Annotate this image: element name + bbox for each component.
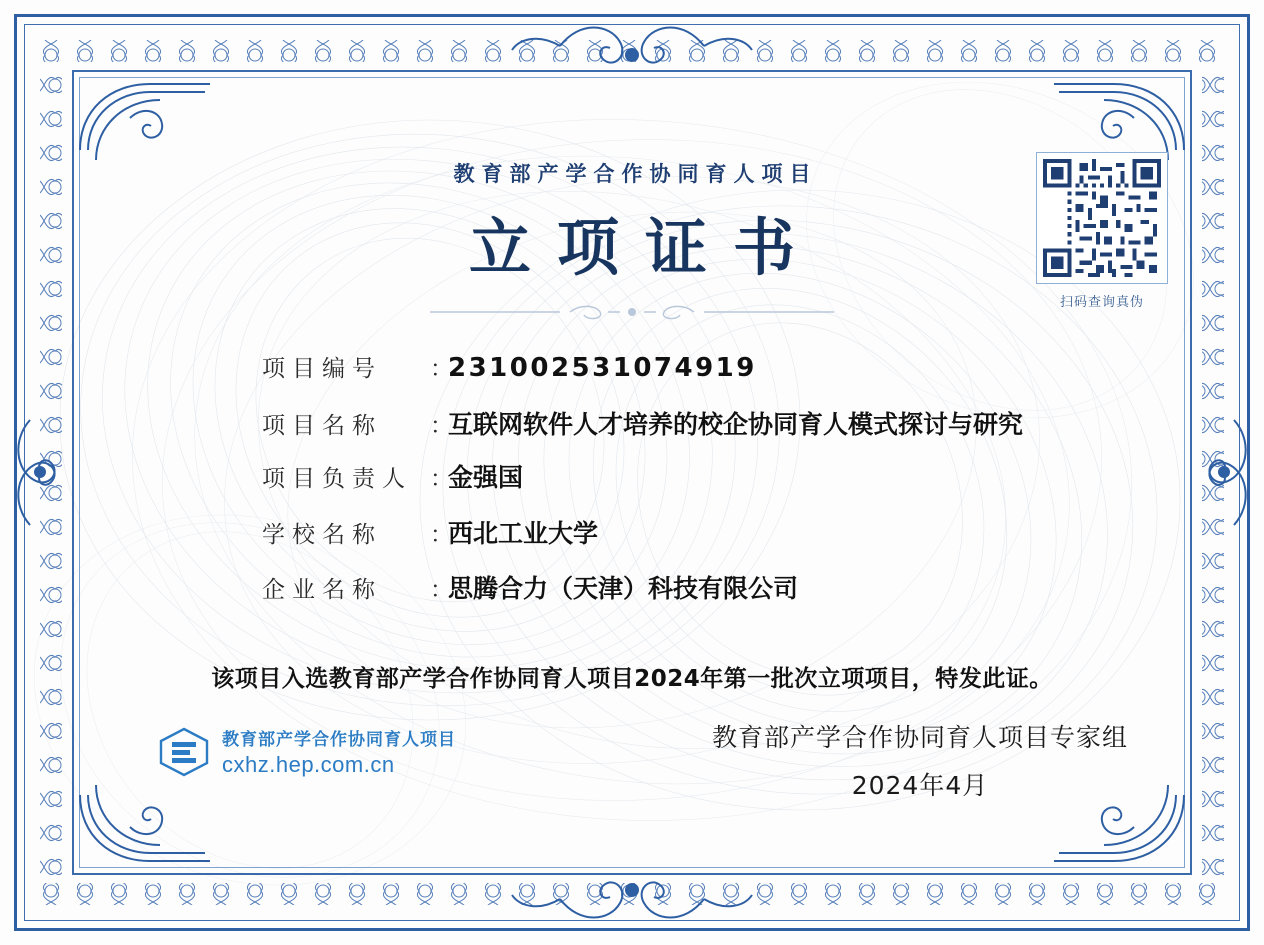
certificate-subtitle: 教育部产学合作协同育人项目 — [453, 162, 818, 186]
qr-code-frame — [1036, 152, 1168, 284]
signature-organization: 教育部产学合作协同育人项目专家组 — [711, 723, 1128, 752]
signature-date: 2024年4月 — [851, 771, 989, 800]
field-colon: ： — [430, 412, 453, 439]
qr-verification-block — [1036, 152, 1168, 310]
program-logo-title: 教育部产学合作协同育人项目 — [222, 730, 456, 750]
field-label-school-name: 学校名称 — [262, 521, 382, 548]
field-label-project-name: 项目名称 — [262, 412, 382, 439]
field-label-project-leader: 项目负责人 — [262, 466, 412, 493]
program-logo-icon — [158, 726, 210, 778]
field-value-school-name: 西北工业大学 — [448, 518, 599, 548]
certificate-statement: 该项目入选教育部产学合作协同育人项目2024年第一批次立项项目，特发此证。 — [211, 666, 1053, 692]
field-label-project-number: 项目编号 — [262, 356, 382, 382]
qr-caption: 扫码查询真伪 — [1059, 295, 1144, 310]
field-row-school-name — [262, 516, 1122, 552]
field-row-company-name — [262, 571, 1122, 607]
field-label-company-name: 企业名称 — [262, 577, 382, 604]
certificate-fields — [262, 350, 1122, 627]
program-logo-url[interactable]: cxhz.hep.com.cn — [222, 752, 395, 777]
field-colon: ： — [430, 577, 453, 604]
field-value-company-name: 思腾合力（天津）科技有限公司 — [448, 574, 799, 604]
field-row-project-name — [262, 407, 1122, 443]
qr-code-icon[interactable] — [1043, 159, 1161, 277]
field-value-project-name: 互联网软件人才培养的校企协同育人模式探讨与研究 — [448, 409, 1024, 439]
field-row-project-number — [262, 350, 1122, 387]
field-colon: ： — [430, 521, 453, 548]
field-value-project-number: 231002531074919 — [448, 353, 757, 383]
field-colon: ： — [430, 466, 453, 493]
program-logo — [158, 725, 456, 778]
page-title: 立项证书 — [468, 211, 821, 284]
signature-block — [712, 718, 1128, 802]
field-value-project-leader: 金强国 — [448, 463, 524, 493]
field-row-project-leader — [262, 460, 1122, 496]
field-colon: ： — [430, 356, 453, 382]
